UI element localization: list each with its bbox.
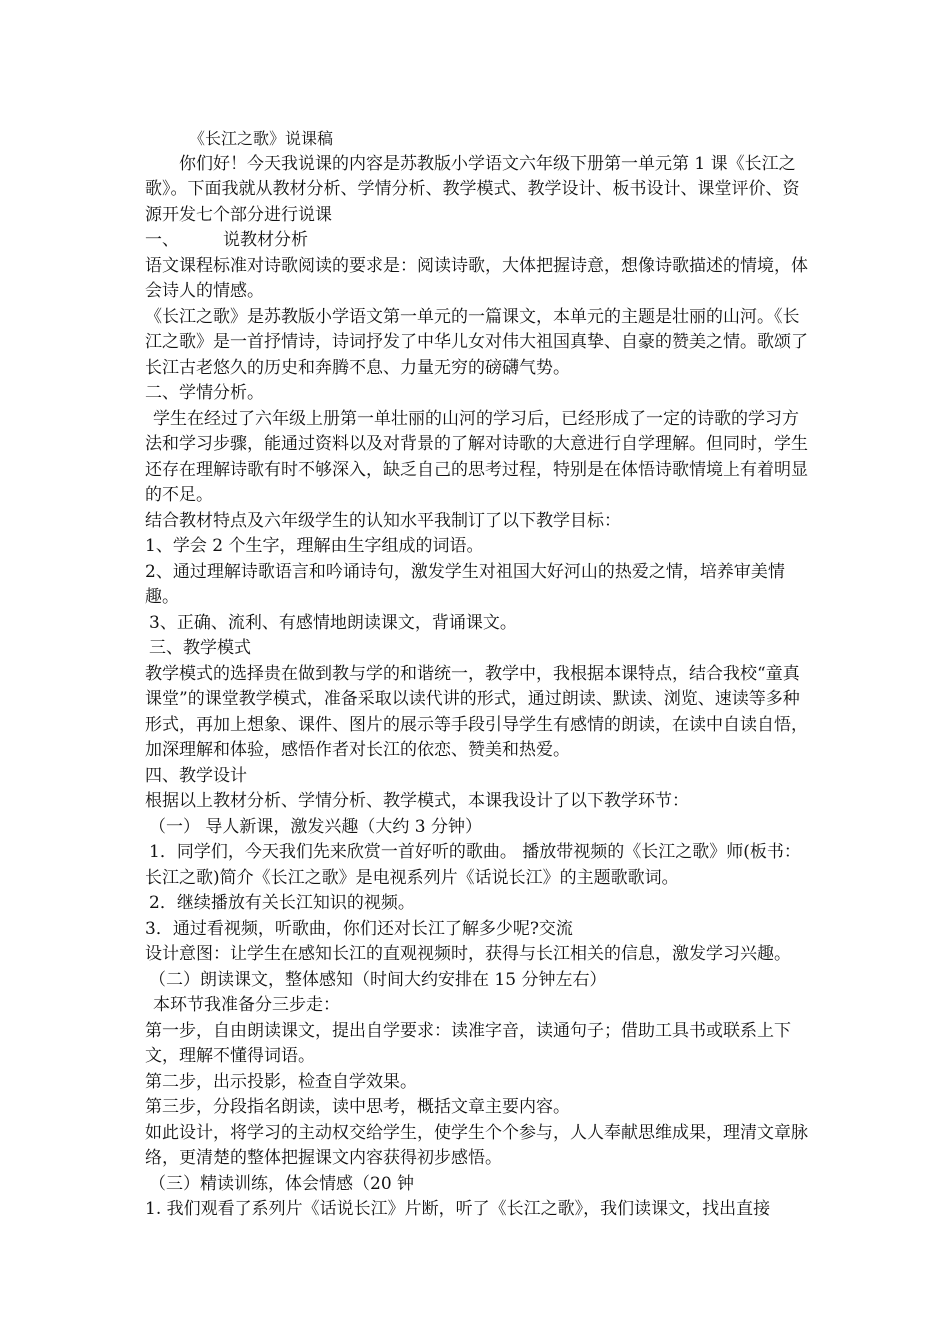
- paragraph: 第二步，出示投影，检查自学效果。: [145, 1071, 417, 1092]
- section-heading-3: 三、教学模式: [149, 638, 251, 658]
- paragraph: 1. 我们观看了系列片《话说长江》片断，听了《长江之歌》，我们读课文，找出直接: [145, 1199, 771, 1219]
- document-title: 《长江之歌》说课稿: [189, 129, 334, 148]
- list-item: 1、学会 2 个生字，理解由生字组成的词语。: [145, 536, 484, 556]
- paragraph: 根据以上教材分析、学情分析、教学模式，本课我设计了以下教学环节：: [145, 791, 689, 811]
- subsection-heading: （一） 导人新课，激发兴趣（大约 3 分钟）: [149, 816, 483, 837]
- paragraph: 《长江之歌》是苏教版小学语文第一单元的一篇课文，本单元的主题是壮丽的山河。《长江之歌》是一首抒情诗，诗词抒发了中华儿女对伟大祖国真挚、自豪的赞美之情。歌颂了长江古老悠久的历史和奔腾不息、力量无穷的磅礴气势。: [145, 306, 808, 378]
- paragraph: 设计意图：让学生在感知长江的直观视频时，获得与长江相关的信息，激发学习兴趣。: [145, 944, 791, 964]
- paragraph: 学生在经过了六年级上册第一单壮丽的山河的学习后，已经形成了一定的诗歌的学习方法和学习步骤，能通过资料以及对背景的了解对诗歌的大意进行自学理解。但同时，学生还存在理解诗歌有时不够深入，缺乏自己的思考过程，特别是在体悟诗歌情境上有着明显的不足。: [145, 408, 808, 505]
- subsection-heading: （三）精读训练，体会情感（20 钟: [149, 1173, 415, 1194]
- list-item: 3、正确、流利、有感情地朗读课文，背诵课文。: [149, 612, 517, 633]
- document-body: [145, 126, 810, 1223]
- section-number-1: 一、: [145, 230, 179, 250]
- paragraph: 本环节我准备分三步走：: [153, 995, 340, 1015]
- list-item: 1．同学们，今天我们先来欣赏一首好听的歌曲。 播放带视频的《长江之歌》师(板书：长江之歌)简介《长江之歌》是电视系列片《话说长江》的主题歌歌词。: [145, 842, 801, 888]
- intro-paragraph: 你们好！今天我说课的内容是苏教版小学语文六年级下册第一单元第 1 课《长江之歌》。下面我就从教材分析、学情分析、教学模式、教学设计、板书设计、课堂评价、资源开发七个部分进行说课: [145, 153, 800, 225]
- paragraph: 语文课程标准对诗歌阅读的要求是：阅读诗歌，大体把握诗意，想像诗歌描述的情境，体会诗人的情感。: [145, 255, 808, 301]
- section-heading-2: 二、学情分析。: [145, 383, 264, 403]
- list-item: 2．继续播放有关长江知识的视频。: [149, 893, 415, 913]
- paragraph: 如此设计，将学习的主动权交给学生，使学生个个参与，人人奉献思维成果，理清文章脉络，更清楚的整体把握课文内容获得初步感悟。: [145, 1122, 808, 1168]
- paragraph: 第三步，分段指名朗读，读中思考，概括文章主要内容。: [145, 1097, 570, 1117]
- paragraph: 教学模式的选择贵在做到教与学的和谐统一，教学中，我根据本课特点，结合我校“童真课堂”的课堂教学模式，准备采取以读代讲的形式，通过朗读、默读、浏览、速读等多种形式，再加上想象、课件、图片的展示等手段引导学生有感情的朗读，在读中自读自悟，加深理解和体验，感悟作者对长江的依恋、赞美和热爱。: [145, 663, 808, 760]
- paragraph: 第一步，自由朗读课文，提出自学要求：读准字音，读通句子；借助工具书或联系上下文，理解不懂得词语。: [145, 1020, 791, 1066]
- subsection-heading: （二）朗读课文，整体感知（时间大约安排在 15 分钟左右）: [149, 969, 607, 990]
- paragraph: 结合教材特点及六年级学生的认知水平我制订了以下教学目标：: [145, 510, 621, 531]
- section-title-1: 说教材分析: [223, 230, 308, 250]
- section-heading-4: 四、教学设计: [145, 765, 247, 786]
- list-item: 3．通过看视频，听歌曲，你们还对长江了解多少呢?交流: [145, 918, 573, 939]
- list-item: 2、通过理解诗歌语言和吟诵诗句，激发学生对祖国大好河山的热爱之情，培养审美情趣。: [145, 561, 785, 607]
- section-heading-1: [145, 228, 810, 254]
